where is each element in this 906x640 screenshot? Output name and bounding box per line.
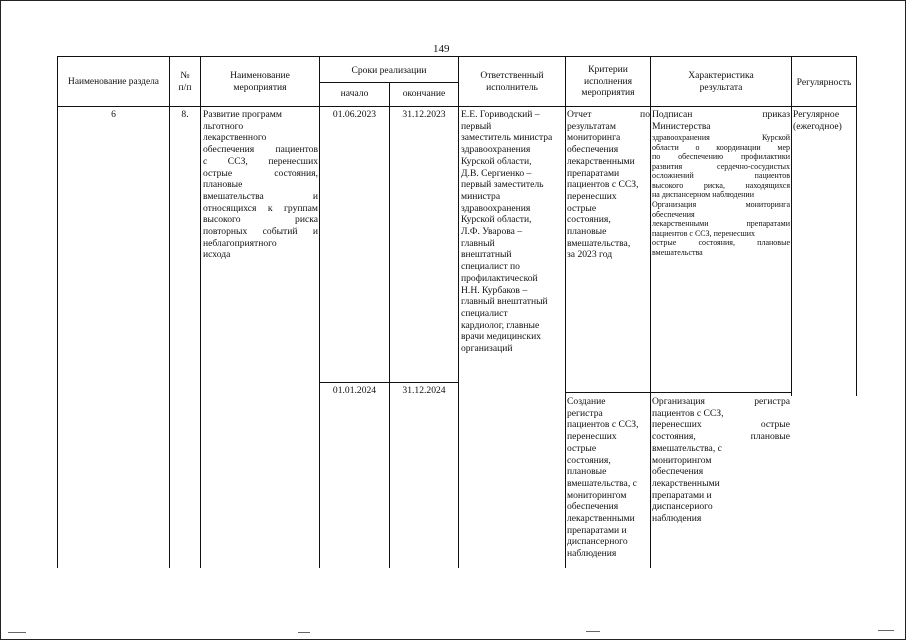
header-regularity: Регулярность	[796, 77, 852, 88]
cell-result-2023	[652, 109, 790, 258]
responsible-line: Курской области,	[461, 214, 532, 226]
responsible-line: заместитель министра	[461, 132, 553, 144]
header-criteria: Критерии исполнения мероприятия	[581, 64, 635, 99]
criteria-line: острые	[567, 202, 597, 214]
result-line: диспансериого	[652, 501, 713, 513]
responsible-line: главный	[461, 237, 495, 249]
result-line: Организация регистра	[652, 396, 790, 407]
result-line: острые состояния, плановые	[652, 238, 790, 248]
criteria-line: регистра	[567, 407, 603, 419]
header-event: Наименование мероприятия	[230, 70, 290, 93]
result-line: мониторингом	[652, 454, 712, 466]
criteria-line: пациентов с ССЗ,	[567, 419, 639, 431]
start-date-2024: 01.01.2024	[332, 385, 377, 396]
responsible-line: Л.Ф. Уварова –	[461, 226, 523, 238]
cell-criteria-2023	[567, 109, 650, 261]
end-date-2024: 31.12.2024	[402, 385, 446, 396]
responsible-line: Курской области,	[461, 155, 532, 167]
result-line: состояния, плановые	[652, 431, 790, 443]
cell-section: 6	[111, 109, 116, 120]
result-line: осложнений пациентов	[652, 171, 790, 181]
responsible-line: внештатный	[461, 249, 512, 261]
header-section: Наименование раздела	[68, 77, 159, 87]
responsible-line: первый	[461, 120, 492, 132]
criteria-line: обеспечения	[567, 144, 619, 156]
result-line: пациентов с ССЗ,	[652, 407, 724, 419]
criteria-line: перенесших	[567, 190, 617, 202]
event-line: лекарственного	[203, 132, 267, 144]
start-date-2023: 01.06.2023	[332, 109, 377, 120]
result-line: Организация мониторинга	[652, 200, 790, 210]
cell-event	[203, 109, 318, 261]
result-line: лекарственными препаратами	[652, 219, 790, 229]
cell-result-2024	[652, 396, 790, 525]
result-line: развития сердечно-сосудистых	[652, 161, 790, 171]
responsible-line: специалист по	[461, 261, 520, 273]
responsible-line: министра	[461, 190, 501, 202]
result-line: обеспечения	[652, 209, 695, 219]
criteria-line: препаратами	[567, 167, 620, 179]
criteria-line: состояния,	[567, 214, 611, 226]
criteria-line: Отчет по	[567, 109, 650, 120]
result-line: наблюдения	[652, 513, 702, 525]
event-line: с ССЗ, перенесших	[203, 155, 318, 167]
criteria-line: результатам	[567, 120, 616, 132]
responsible-line: кардиолог, главные	[461, 319, 540, 331]
result-line: высокого риска, находящихся	[652, 180, 790, 190]
header-responsible: Ответственный исполнитель	[480, 70, 544, 93]
criteria-line: вмешательства, с	[567, 477, 637, 489]
end-date-2023: 31.12.2023	[402, 109, 446, 120]
page-number: 149	[433, 43, 450, 55]
result-line: по обеспечению профилактики	[652, 152, 790, 162]
criteria-line: лекарственными	[567, 155, 635, 167]
event-line: обеспечения пациентов	[203, 144, 318, 156]
event-line: льготного	[203, 120, 244, 132]
criteria-line: перенесших	[567, 431, 617, 443]
result-line: вмешательства	[652, 248, 703, 258]
criteria-line: острые	[567, 442, 597, 454]
criteria-line: наблюдения	[567, 548, 617, 560]
responsible-line: первый заместитель	[461, 179, 544, 191]
result-line: обеспечения	[652, 466, 704, 478]
cell-responsible	[461, 109, 565, 355]
criteria-line: мониторингом	[567, 489, 627, 501]
responsible-line: здравоохранения	[461, 202, 531, 214]
responsible-line: специалист	[461, 307, 508, 319]
event-line: неблагоприятного	[203, 237, 277, 249]
event-line: повторных событий и	[203, 226, 318, 238]
criteria-line: Создание	[567, 396, 606, 407]
criteria-line: мониторинга	[567, 132, 621, 144]
result-line: перенесших острые	[652, 419, 790, 431]
responsible-line: Д.В. Сергиенко –	[461, 167, 532, 179]
responsible-line: организаций	[461, 343, 513, 355]
result-line: Подписан приказ	[652, 109, 790, 120]
cell-regularity	[793, 109, 856, 132]
event-line: плановые	[203, 179, 243, 191]
result-line: вмешательства, с	[652, 442, 722, 454]
event-line: острые состояния,	[203, 167, 318, 179]
result-line: лекарственными	[652, 477, 720, 489]
responsible-line: главный внештатный	[461, 296, 548, 308]
criteria-line: обеспечения	[567, 501, 619, 513]
header-start: начало	[340, 88, 369, 99]
event-line: исхода	[203, 249, 231, 261]
event-line: высокого риска	[203, 214, 318, 226]
event-line: Развитие программ	[203, 109, 282, 120]
criteria-line: диспансерного	[567, 536, 628, 548]
event-line: относящихся к группам	[203, 202, 318, 214]
criteria-line: за 2023 год	[567, 249, 613, 261]
responsible-line: врачи медицинских	[461, 331, 542, 343]
criteria-line: препаратами и	[567, 524, 627, 536]
header-period: Сроки реализации	[351, 65, 427, 76]
regularity-line: (ежегодное)	[793, 120, 842, 132]
responsible-line: Н.Н. Курбаков –	[461, 284, 528, 296]
result-line: пациентов с ССЗ, перенесших	[652, 228, 756, 238]
criteria-line: плановые	[567, 226, 607, 238]
responsible-line: профилактической	[461, 272, 538, 284]
result-line: области о координации мер	[652, 142, 790, 152]
header-num: № п/п	[178, 70, 192, 93]
header-result: Характеристика результата	[688, 70, 754, 93]
result-line: на диспансерном наблюдении	[652, 190, 754, 200]
criteria-line: состояния,	[567, 454, 611, 466]
criteria-line: пациентов с ССЗ,	[567, 179, 639, 191]
responsible-line: Е.Е. Гориводский –	[461, 109, 540, 120]
header-end: окончание	[402, 88, 446, 99]
event-line: вмешательства и	[203, 190, 318, 202]
result-line: препаратами и	[652, 489, 712, 501]
responsible-line: здравоохранения	[461, 144, 531, 156]
result-line: здравоохранения Курской	[652, 132, 790, 142]
criteria-line: вмешательства,	[567, 237, 631, 249]
regularity-line: Регулярное	[793, 109, 840, 120]
result-line: Министерства	[652, 120, 711, 132]
cell-num: 8.	[181, 109, 189, 120]
cell-criteria-2024	[567, 396, 650, 560]
criteria-line: лекарственными	[567, 513, 635, 525]
criteria-line: плановые	[567, 466, 607, 478]
